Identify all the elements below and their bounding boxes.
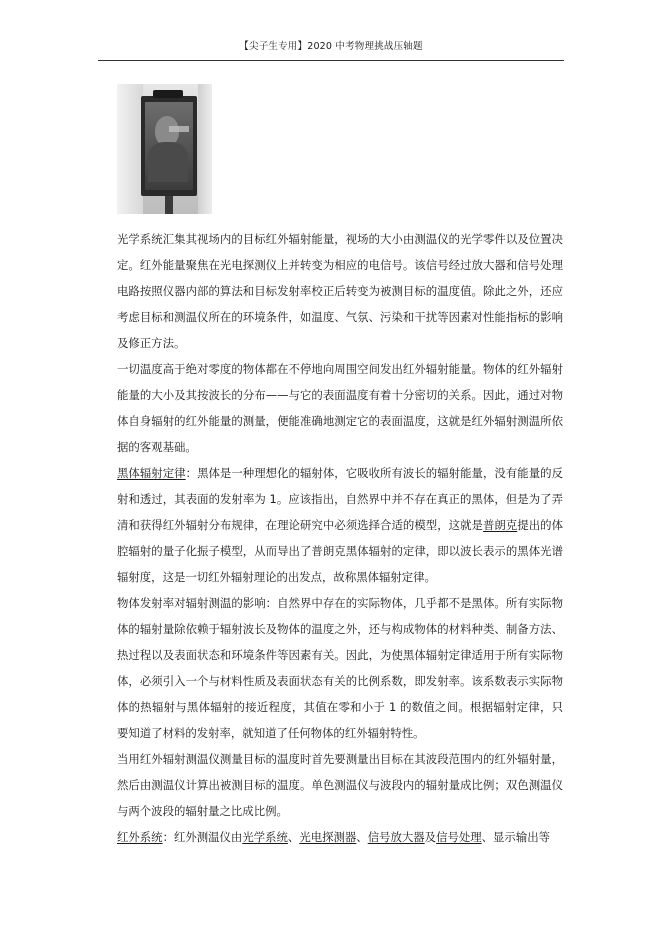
article-body xyxy=(117,226,563,850)
link-optical-system[interactable]: 光学系统 xyxy=(242,830,288,844)
temperature-overlay xyxy=(169,126,189,132)
paragraph-infrared-system: 红外系统：红外测温仪由光学系统、光电探测器、信号放大器及信号处理、显示输出等 xyxy=(117,830,550,844)
paragraph-optical-system: 光学系统汇集其视场内的目标红外辐射能量，视场的大小由测温仪的光学零件以及位置决定。红外能量聚焦在光电探测仪上并转变为相应的电信号。该信号经过放大器和信号处理电路按照仪器内部的算法和目标发射率校正后转变为被测目标的温度值。除此之外，还应考虑目标和测温仪所在的环境条件，如温度、气氛、污染和干扰等因素对性能指标的影响及修正方法。 xyxy=(117,232,563,350)
paragraph-emissivity: 物体发射率对辐射测温的影响：自然界中存在的实际物体，几乎都不是黑体。所有实际物体的辐射量除依赖于辐射波长及物体的温度之外，还与构成物体的材料种类、制备方法、热过程以及表面状态和环境条件等因素有关。因此，为使黑体辐射定律适用于所有实际物体，必须引入一个与材料性质及表面状态有关的比例系数，即发射率。该系数表示实际物体的热辐射与黑体辐射的接近程度，其值在零和小于 1 的数值之间。根据辐射定律，只要知道了材料的发射率，就知道了任何物体的红外辐射特性。 xyxy=(117,596,563,740)
camera-icon xyxy=(153,90,183,98)
thermal-scanner-photo xyxy=(117,84,212,214)
person-body xyxy=(148,142,188,182)
term-blackbody-law[interactable]: 黑体辐射定律 xyxy=(117,466,186,480)
link-signal-amplifier[interactable]: 信号放大器 xyxy=(367,830,425,844)
device-stand xyxy=(165,196,173,214)
link-planck[interactable]: 普朗克 xyxy=(482,518,518,532)
header-divider xyxy=(98,60,564,61)
link-photodetector[interactable]: 光电探测器 xyxy=(299,830,357,844)
paragraph-measurement: 当用红外辐射测温仪测量目标的温度时首先要测量出目标在其波段范围内的红外辐射量，然后由测温仪计算出被测目标的温度。单色测温仪与波段内的辐射量成比例；双色测温仪与两个波段的辐射量之比成比例。 xyxy=(117,752,563,818)
link-signal-processing[interactable]: 信号处理 xyxy=(436,830,482,844)
paragraph-infrared-radiation: 一切温度高于绝对零度的物体都在不停地向周围空间发出红外辐射能量。物体的红外辐射能量的大小及其按波长的分布——与它的表面温度有着十分密切的关系。因此，通过对物体自身辐射的红外能量的测量，便能准确地测定它的表面温度，这就是红外辐射测温所依据的客观基础。 xyxy=(117,362,563,454)
paragraph-blackbody-law: 黑体辐射定律：黑体是一种理想化的辐射体，它吸收所有波长的辐射能量，没有能量的反射和透过，其表面的发射率为 1。应该指出，自然界中并不存在真正的黑体，但是为了弄清和获得红外辐射分布规律，在理论研究中必须选择合适的模型，这就是普朗克提出的体腔辐射的量子化振子模型，从而导出了普朗克黑体辐射的定律，即以波长表示的黑体光谱辐射度，这是一切红外辐射理论的出发点，故称黑体辐射定律。 xyxy=(117,466,563,584)
term-infrared-system[interactable]: 红外系统 xyxy=(117,830,163,844)
page-header: 【尖子生专用】2020 中考物理挑战压轴题 xyxy=(239,41,423,52)
